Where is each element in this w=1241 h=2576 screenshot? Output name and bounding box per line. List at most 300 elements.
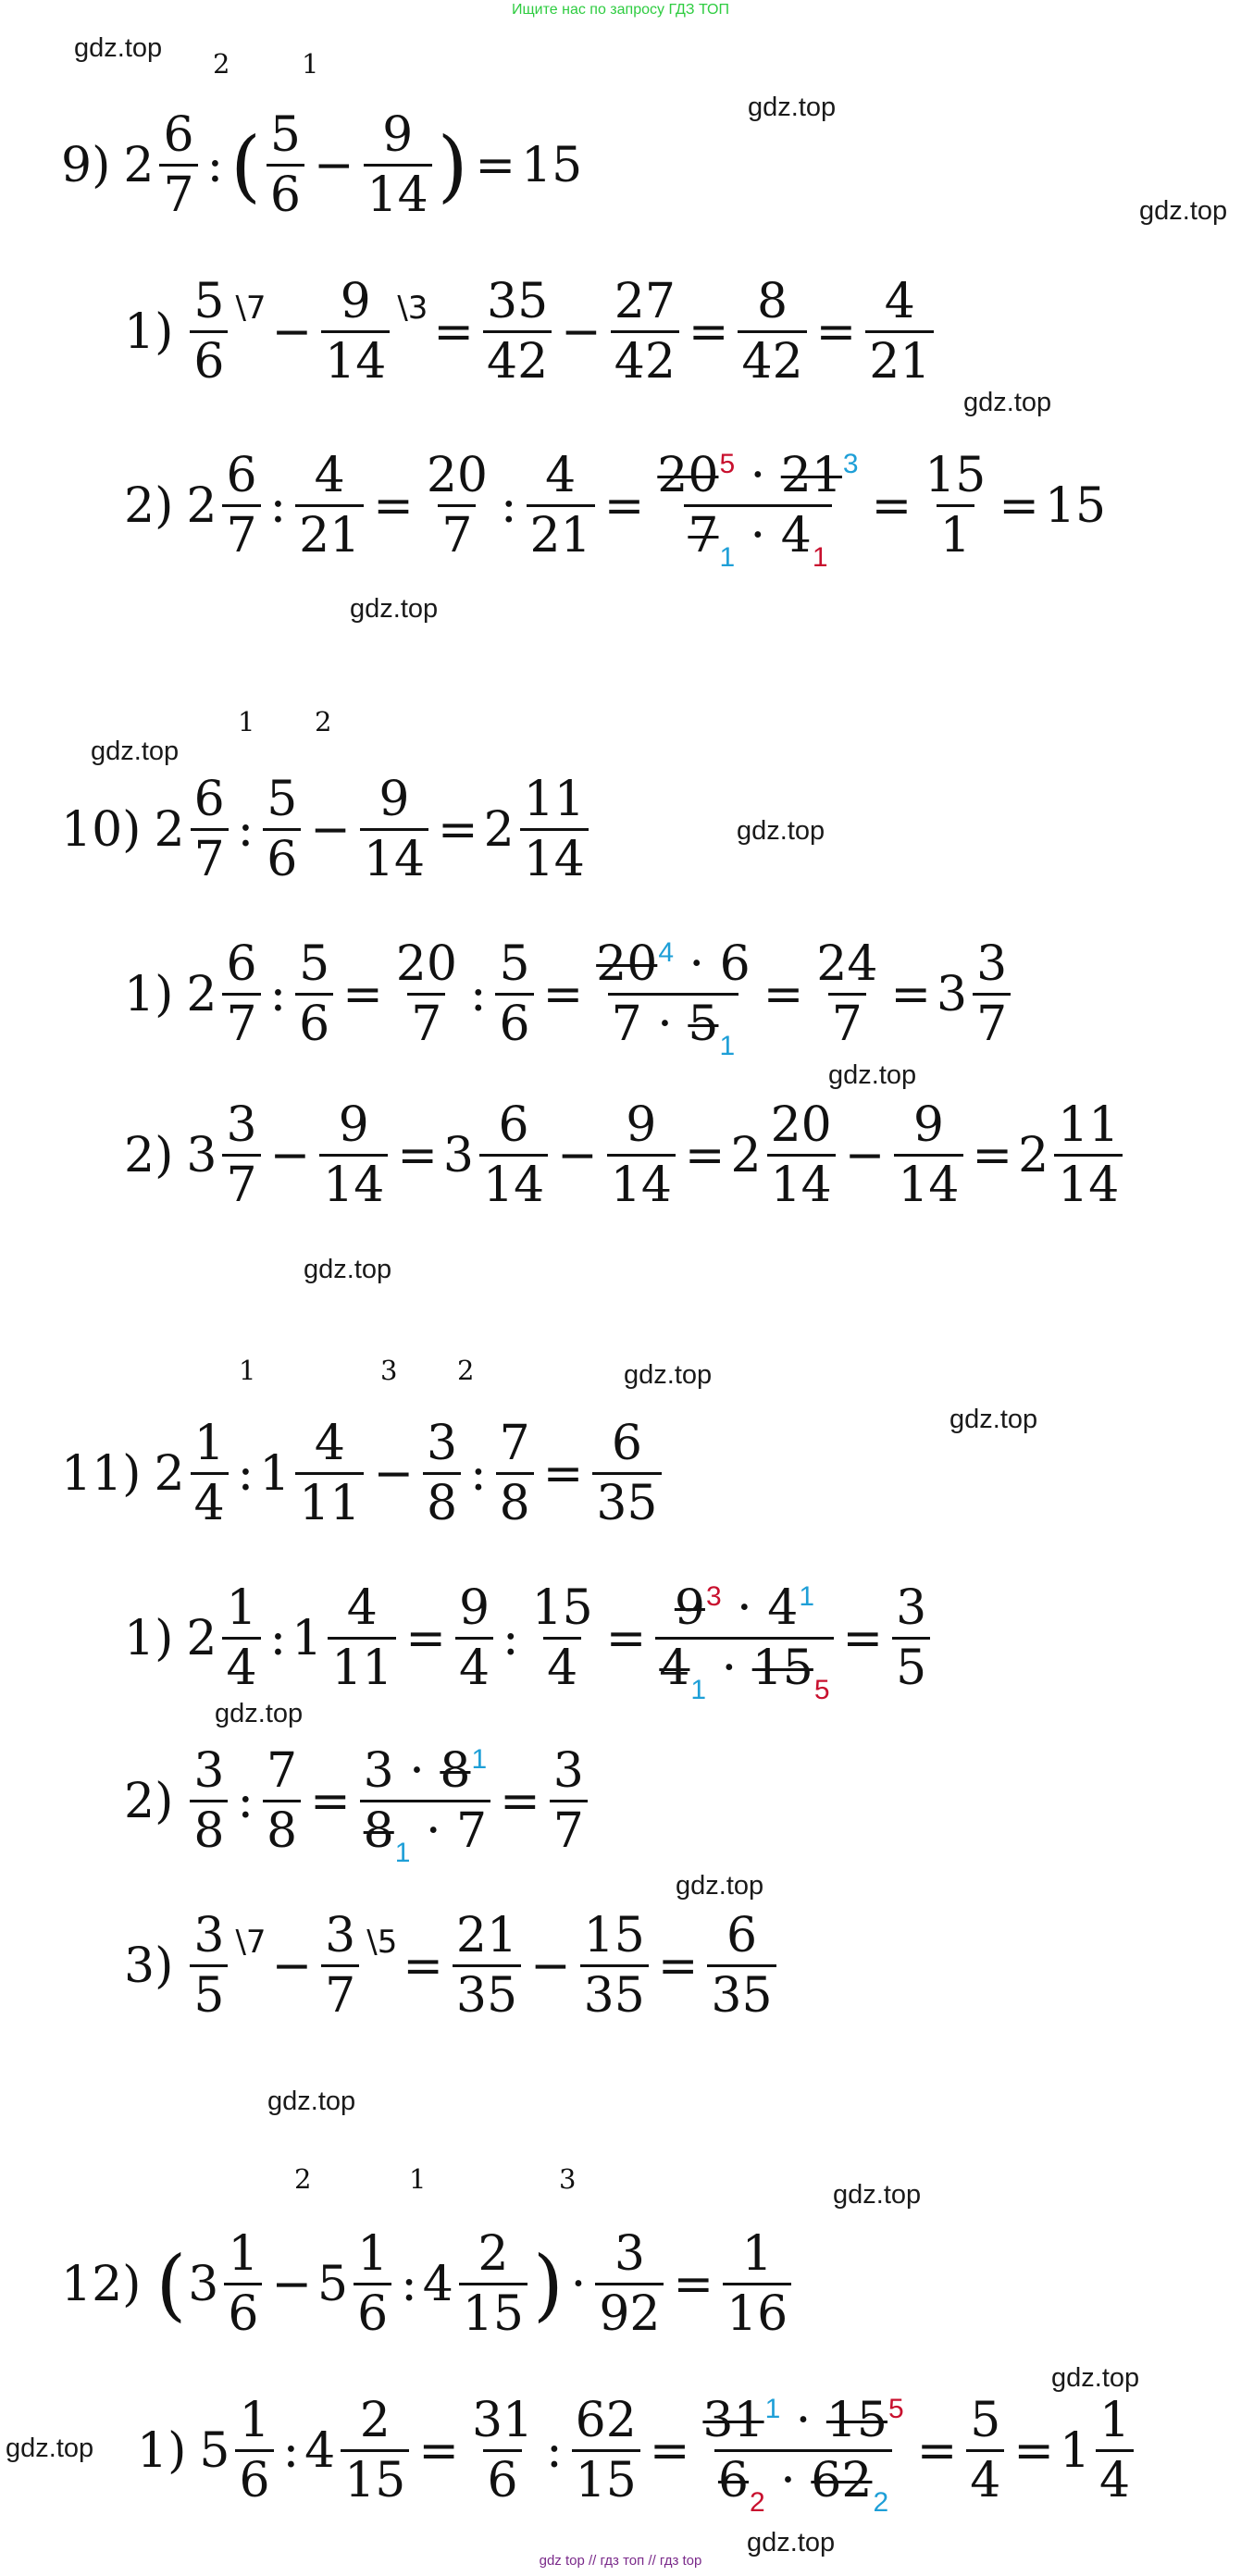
reduced-value: 1: [690, 1675, 707, 1705]
reduced-value: 1: [799, 1581, 814, 1612]
cancellation-fraction: $\frac{20^5 \cdot 21^3}{7_1 \cdot 4_1}$: [657, 448, 859, 573]
whole-part: 3: [442, 1127, 474, 1183]
reduced-value: 1: [719, 542, 736, 573]
numerator: 5: [267, 772, 298, 827]
cancellation-fraction: $\frac{20^4 \cdot 6}{7 \cdot 5_1}$: [596, 936, 751, 1061]
denominator: 7: [191, 828, 229, 884]
fraction: [295, 1416, 364, 1531]
whole-part: 1: [1059, 2422, 1091, 2479]
reduced-value: 2: [873, 2487, 889, 2518]
watermark: gdz.top: [350, 594, 439, 624]
problem-9-expression: [61, 107, 583, 223]
cancelled-number: 31: [702, 2393, 764, 2448]
whole-part: 1: [259, 1445, 291, 1502]
numerator: 9: [338, 1097, 369, 1153]
denominator: 15: [459, 2283, 527, 2338]
numerator: 3: [226, 1097, 257, 1153]
whole-part: 2: [483, 801, 515, 858]
denominator: 21: [527, 504, 595, 560]
paren: ): [437, 119, 468, 211]
watermark: gdz.top: [748, 93, 837, 122]
numerator: 5: [193, 274, 225, 329]
numerator: 6: [226, 448, 257, 503]
numerator: 11: [1058, 1097, 1120, 1153]
cancellation-fraction: $\frac{3 \cdot 8^1}{8_1 \cdot 7}$: [360, 1747, 490, 1855]
denominator: 7: [973, 993, 1011, 1048]
numerator: 9: [912, 1097, 944, 1153]
denominator: 7: [438, 504, 476, 560]
fraction: [607, 1097, 676, 1213]
numerator: 3: [427, 1416, 458, 1471]
numerator: 5: [970, 2393, 1001, 2448]
cancelled-number: 8: [363, 1803, 394, 1859]
numerator: 1: [741, 2226, 773, 2282]
fraction: [190, 1743, 228, 1859]
fraction: [455, 1580, 493, 1696]
numerator: 4: [545, 448, 577, 503]
watermark: gdz.top: [304, 1255, 392, 1284]
fraction: [595, 2226, 664, 2342]
fraction: [813, 936, 881, 1052]
fraction: [483, 274, 552, 390]
fraction: [321, 1908, 359, 2024]
whole-part: 2: [186, 477, 217, 534]
step-number: 1): [137, 2422, 187, 2479]
denominator: 14: [360, 828, 428, 884]
whole-part: 2: [730, 1127, 762, 1183]
problem-11-step-3: 3) $\frac{3}{5}$ \7 − $\frac{3}{7}$ \5 = $\frac{21}{35}$ − $\frac{15}{35}$ = $\frac{6}{35}$: [124, 1912, 780, 2020]
numerator: 21: [455, 1908, 518, 1963]
denominator: 14: [767, 1154, 836, 1209]
watermark: gdz.top: [828, 1060, 917, 1090]
watermark: gdz.top: [676, 1871, 764, 1901]
denominator: 42: [483, 330, 552, 386]
numerator: 4: [314, 1416, 345, 1471]
cancelled-number: 15: [751, 1641, 813, 1696]
numerator: 9: [626, 1097, 657, 1153]
numerator: 3: [193, 1908, 225, 1963]
denominator: 5: [190, 1964, 228, 2020]
fraction: [921, 448, 989, 564]
denominator: 7: [828, 993, 866, 1048]
cancelled-number: 21: [780, 448, 842, 503]
operator: =: [475, 137, 516, 193]
fraction: [495, 936, 533, 1052]
watermark: gdz.top: [963, 388, 1052, 417]
numerator: 62: [575, 2393, 637, 2448]
fraction: [222, 1097, 260, 1213]
watermark: gdz.top: [91, 737, 180, 766]
result: 15: [521, 137, 583, 193]
denominator: 14: [364, 164, 432, 219]
whole-part: 2: [186, 966, 217, 1022]
denominator: 6: [483, 2449, 521, 2505]
numerator: 20: [395, 936, 457, 992]
fraction: [894, 1097, 962, 1213]
operator: :: [206, 137, 224, 193]
numerator: 1: [228, 2226, 259, 2282]
denominator: 6: [267, 164, 304, 219]
problem-11-expression: 11) 2 $\frac{1}{4}$ : 1 $\frac{4}{11}$ − $\frac{3}{8}$ : $\frac{7}{8}$ = $\frac{6}{35}$: [61, 1419, 665, 1528]
cancellation-fraction: $\frac{31^1 \cdot 15^5}{6_2 \cdot 62_2}$: [702, 2393, 904, 2518]
numerator: 20: [426, 448, 489, 503]
numerator: 24: [816, 936, 878, 992]
numerator: 2: [478, 2226, 509, 2282]
denominator: 6: [224, 2283, 262, 2338]
problem-10-expression: 10) 2 $\frac{6}{7}$ : $\frac{5}{6}$ − $\frac{9}{14}$ = 2 $\frac{11}{14}$: [61, 775, 592, 884]
denominator: 42: [611, 330, 679, 386]
order-mark: 3: [380, 1355, 398, 1386]
problem-10-step-1: 1) 2 $\frac{6}{7}$ : $\frac{5}{6}$ = $\frac{20}{7}$ : $\frac{5}{6}$ = $\frac{20^4 \cdot 6}{7 \cdot 5_1}$ = $\frac{24}{7}$ = 3 $\frac{3}{7}$: [124, 940, 1014, 1048]
denominator: 7: [550, 1800, 588, 1855]
numerator: 5: [269, 107, 301, 163]
order-mark: 1: [239, 1355, 256, 1386]
fraction: [723, 2226, 791, 2342]
order-mark: 1: [238, 706, 255, 737]
order-mark: 2: [315, 706, 332, 737]
numerator: 5: [499, 936, 530, 992]
reduced-value: 2: [750, 2487, 765, 2518]
fraction: [295, 448, 364, 564]
order-mark: 3: [559, 2163, 577, 2195]
reduced-value: 1: [719, 1031, 736, 1061]
denominator: 14: [520, 828, 589, 884]
numerator: 6: [726, 1908, 758, 1963]
problem-12-expression: 12) ( 3 $\frac{1}{6}$ − 5 $\frac{1}{6}$ : 4 $\frac{2}{15}$ ) · $\frac{3}{92}$ = $\frac{1}{16}$: [61, 2230, 795, 2338]
fraction: [527, 448, 595, 564]
reduced-value: 5: [888, 2394, 904, 2424]
fraction: [496, 1416, 534, 1531]
order-mark: 2: [457, 1355, 475, 1386]
extra-multiplier: \5: [366, 1923, 398, 1961]
watermark: gdz.top: [747, 2528, 836, 2557]
fraction: [520, 772, 589, 887]
fraction: [973, 936, 1011, 1052]
numerator: 15: [925, 448, 987, 503]
numerator: 9: [382, 107, 414, 163]
whole-part: 2: [154, 801, 185, 858]
whole-part: 2: [186, 1610, 217, 1666]
watermark: gdz.top: [737, 816, 825, 846]
fraction: [222, 448, 260, 564]
fraction: [479, 1097, 548, 1213]
denominator: 35: [580, 1964, 649, 2020]
denominator: 8: [263, 1800, 301, 1855]
watermark: gdz.top: [949, 1405, 1038, 1434]
fraction: [611, 274, 679, 390]
fraction: [321, 274, 390, 390]
denominator: 8: [423, 1472, 461, 1528]
problem-number: 11): [61, 1445, 142, 1502]
denominator: 8: [496, 1472, 534, 1528]
fraction: [767, 1097, 836, 1213]
denominator: 11: [295, 1472, 364, 1528]
whole-part: 2: [154, 1445, 185, 1502]
fraction: [707, 1908, 776, 2024]
denominator: 35: [592, 1472, 661, 1528]
number: 4: [767, 1580, 799, 1636]
problem-10-step-2: 2) 3 $\frac{3}{7}$ − $\frac{9}{14}$ = 3 $\frac{6}{14}$ − $\frac{9}{14}$ = 2 $\frac{20}{14}$ − $\frac{9}{14}$ = 2 $\frac{11}{14}$: [124, 1101, 1126, 1209]
step-number: 2): [124, 1773, 174, 1829]
cancelled-number: 5: [688, 997, 719, 1052]
numerator: 1: [239, 2393, 270, 2448]
problem-9-step-1: 1) $\frac{5}{6}$ \7 − $\frac{9}{14}$ \3 = $\frac{35}{42}$ − $\frac{27}{42}$ = $\frac{8}{42}$ = $\frac{4}{21}$: [124, 278, 937, 386]
extra-multiplier: \7: [235, 289, 267, 327]
numerator: 6: [163, 107, 194, 163]
whole-part: 4: [422, 2256, 453, 2312]
number: 4: [780, 508, 812, 564]
reduced-value: 1: [812, 542, 828, 573]
fraction: [738, 274, 806, 390]
watermark: gdz.top: [1051, 2363, 1140, 2393]
denominator: 16: [723, 2283, 791, 2338]
numerator: 15: [583, 1908, 645, 1963]
order-mark: 1: [302, 48, 319, 80]
problem-11-step-2: 2) $\frac{3}{8}$ : $\frac{7}{8}$ = $\frac{3 \cdot 8^1}{8_1 \cdot 7}$ = $\frac{3}{7}$: [124, 1747, 591, 1855]
step-number: 1): [124, 303, 174, 360]
denominator: 4: [966, 2449, 1004, 2505]
denominator: 6: [295, 993, 333, 1048]
numerator: 9: [379, 772, 410, 827]
fraction: [550, 1743, 588, 1859]
denominator: 7: [222, 993, 260, 1048]
cancelled-number: 6: [717, 2453, 750, 2508]
denominator: 4: [1096, 2449, 1134, 2505]
numerator: 3: [614, 2226, 645, 2282]
number: 6: [719, 936, 751, 992]
denominator: 4: [191, 1472, 229, 1528]
fraction: [966, 2393, 1004, 2508]
numerator: 3: [193, 1743, 225, 1799]
cancelled-number: 15: [825, 2393, 888, 2448]
fraction: [222, 936, 260, 1052]
reduced-value: 1: [394, 1838, 411, 1868]
order-mark: 2: [213, 48, 230, 80]
numerator: 11: [523, 772, 585, 827]
numerator: 6: [226, 936, 257, 992]
numerator: 9: [340, 274, 371, 329]
denominator: 7: [159, 164, 197, 219]
reduced-value: 3: [842, 449, 859, 479]
fraction: [364, 107, 432, 223]
denominator: 7: [321, 1964, 359, 2020]
result: 15: [1044, 477, 1107, 534]
operator: −: [313, 137, 354, 193]
numerator: 4: [884, 274, 915, 329]
fraction: [354, 2226, 391, 2342]
numerator: 4: [346, 1580, 378, 1636]
denominator: 14: [321, 330, 390, 386]
numerator: 3: [976, 936, 1008, 992]
numerator: 4: [314, 448, 345, 503]
watermark: gdz.top: [1139, 196, 1228, 226]
cancelled-number: 20: [596, 936, 658, 992]
fraction: [592, 1416, 661, 1531]
problem-number: 12): [61, 2256, 142, 2312]
denominator: 92: [595, 2283, 664, 2338]
numerator: 9: [458, 1580, 490, 1636]
reduced-value: 5: [719, 449, 736, 479]
reduced-value: 5: [813, 1675, 830, 1705]
numerator: 3: [325, 1908, 356, 1963]
denominator: 21: [865, 330, 934, 386]
fraction: [263, 772, 301, 887]
whole-part: 3: [188, 2256, 219, 2312]
cancelled-number: 8: [440, 1743, 471, 1799]
denominator: 14: [1054, 1154, 1123, 1209]
step-number: 2): [124, 477, 174, 534]
whole-part: 2: [123, 137, 155, 193]
cancelled-number: 9: [674, 1580, 705, 1636]
numerator: 35: [486, 274, 549, 329]
watermark: gdz.top: [6, 2434, 94, 2463]
denominator: 5: [892, 1637, 930, 1692]
denominator: 4: [222, 1637, 260, 1692]
number: 7: [611, 997, 642, 1052]
fraction: [191, 1416, 229, 1531]
fraction: [580, 1908, 649, 2024]
denominator: 15: [341, 2449, 409, 2505]
numerator: 6: [611, 1416, 642, 1471]
whole-part: 4: [304, 2422, 336, 2479]
denominator: 35: [707, 1964, 776, 2020]
denominator: 7: [407, 993, 445, 1048]
denominator: 11: [328, 1637, 396, 1692]
order-mark: 1: [409, 2163, 427, 2195]
problem-9-step-2: 2) 2 $\frac{6}{7}$ : $\frac{4}{21}$ = $\frac{20}{7}$ : $\frac{4}{21}$ = $\frac{20^5 \cdot 21^3}{7_1 \cdot 4_1}$ = $\frac{15}{1}$ = 15: [124, 448, 1107, 573]
watermark: gdz.top: [624, 1360, 713, 1390]
denominator: 4: [455, 1637, 493, 1692]
cancelled-number: 7: [688, 508, 719, 564]
reduced-value: 1: [764, 2394, 781, 2424]
numerator: 27: [614, 274, 676, 329]
extra-multiplier: \7: [235, 1923, 267, 1961]
fraction: [222, 1580, 260, 1696]
paren: (: [230, 119, 261, 211]
fraction: [572, 2393, 640, 2508]
cancelled-number: 4: [659, 1641, 690, 1696]
numerator: 15: [531, 1580, 593, 1636]
fraction: [235, 2393, 273, 2508]
whole-part: 2: [1018, 1127, 1049, 1183]
step-number: 3): [124, 1938, 174, 1994]
denominator: 35: [453, 1964, 521, 2020]
numerator: 1: [1099, 2393, 1131, 2448]
order-mark: 2: [294, 2163, 312, 2195]
reduced-value: 1: [471, 1744, 488, 1775]
numerator: 8: [757, 274, 788, 329]
numerator: 3: [896, 1580, 927, 1636]
fraction: [528, 1580, 597, 1696]
cancelled-number: 20: [657, 448, 719, 503]
fraction: [328, 1580, 396, 1696]
number: 3: [363, 1743, 394, 1799]
numerator: 20: [770, 1097, 832, 1153]
numerator: 7: [267, 1743, 298, 1799]
fraction: [319, 1097, 388, 1213]
whole-part: 3: [937, 966, 968, 1022]
step-number: 1): [124, 966, 174, 1022]
fraction: [190, 274, 228, 390]
fraction: [267, 107, 304, 223]
numerator: 7: [499, 1416, 530, 1471]
whole-part: 5: [199, 2422, 230, 2479]
denominator: 7: [222, 504, 260, 560]
denominator: 8: [190, 1800, 228, 1855]
fraction: [392, 936, 461, 1052]
denominator: 14: [894, 1154, 962, 1209]
whole-part: 1: [292, 1610, 323, 1666]
denominator: 6: [354, 2283, 391, 2338]
fraction: [295, 936, 333, 1052]
whole-part: 3: [186, 1127, 217, 1183]
fraction: [224, 2226, 262, 2342]
numerator: 5: [299, 936, 330, 992]
problem-number: 10): [61, 801, 142, 858]
fraction: [159, 107, 197, 223]
fraction: [453, 1908, 521, 2024]
problem-12-step-1: 1) 5 $\frac{1}{6}$ : 4 $\frac{2}{15}$ = $\frac{31}{6}$ : $\frac{62}{15}$ = $\frac{31^1 \cdot 15^5}{6_2 \cdot 62_2}$ = $\frac{5}{4}$ = 1 $\frac{1}{4}$: [137, 2396, 1137, 2505]
watermark: gdz.top: [833, 2180, 922, 2210]
denominator: 42: [738, 330, 806, 386]
watermark: gdz.top: [215, 1699, 304, 1728]
numerator: 31: [471, 2393, 534, 2448]
denominator: 1: [937, 504, 974, 560]
fraction: [468, 2393, 537, 2508]
denominator: 14: [319, 1154, 388, 1209]
fraction: [360, 772, 428, 887]
problem-11-step-1: 1) 2 $\frac{1}{4}$ : 1 $\frac{4}{11}$ = $\frac{9}{4}$ : $\frac{15}{4}$ = $\frac{9^3 \cdot 4^1}{4_1 \cdot 15_5}$ = $\frac{3}{5}$: [124, 1584, 934, 1692]
fraction: [892, 1580, 930, 1696]
fraction: [865, 274, 934, 390]
cancelled-number: 62: [811, 2453, 873, 2508]
fraction: [191, 772, 229, 887]
whole-part: 5: [317, 2256, 349, 2312]
fraction: [1096, 2393, 1134, 2508]
cancellation-fraction: $\frac{9^3 \cdot 4^1}{4_1 \cdot 15_5}$: [655, 1584, 833, 1692]
step-number: 2): [124, 1127, 174, 1183]
fraction: [423, 1416, 461, 1531]
problem-number: 9): [61, 137, 111, 193]
step-number: 1): [124, 1610, 174, 1666]
fraction: [341, 2393, 409, 2508]
numerator: 6: [498, 1097, 529, 1153]
numerator: 2: [359, 2393, 391, 2448]
denominator: 21: [295, 504, 364, 560]
reduced-value: 4: [658, 937, 674, 968]
denominator: 6: [263, 828, 301, 884]
denominator: 7: [222, 1154, 260, 1209]
numerator: 1: [193, 1416, 225, 1471]
denominator: 14: [607, 1154, 676, 1209]
numerator: 6: [193, 772, 225, 827]
fraction: [459, 2226, 527, 2342]
denominator: 14: [479, 1154, 548, 1209]
fraction: [1054, 1097, 1123, 1213]
denominator: 15: [572, 2449, 640, 2505]
reduced-value: 3: [705, 1581, 722, 1612]
search-banner[interactable]: Ищите нас по запросу ГДЗ ТОП: [512, 2, 729, 18]
numerator: 1: [357, 2226, 389, 2282]
extra-multiplier: \3: [397, 289, 428, 327]
watermark: gdz.top: [74, 33, 163, 63]
footer-links[interactable]: gdz top // гдз топ // гдз top: [539, 2553, 702, 2569]
numerator: 3: [552, 1743, 584, 1799]
denominator: 6: [495, 993, 533, 1048]
denominator: 6: [190, 330, 228, 386]
fraction: [423, 448, 491, 564]
fraction: [263, 1743, 301, 1859]
